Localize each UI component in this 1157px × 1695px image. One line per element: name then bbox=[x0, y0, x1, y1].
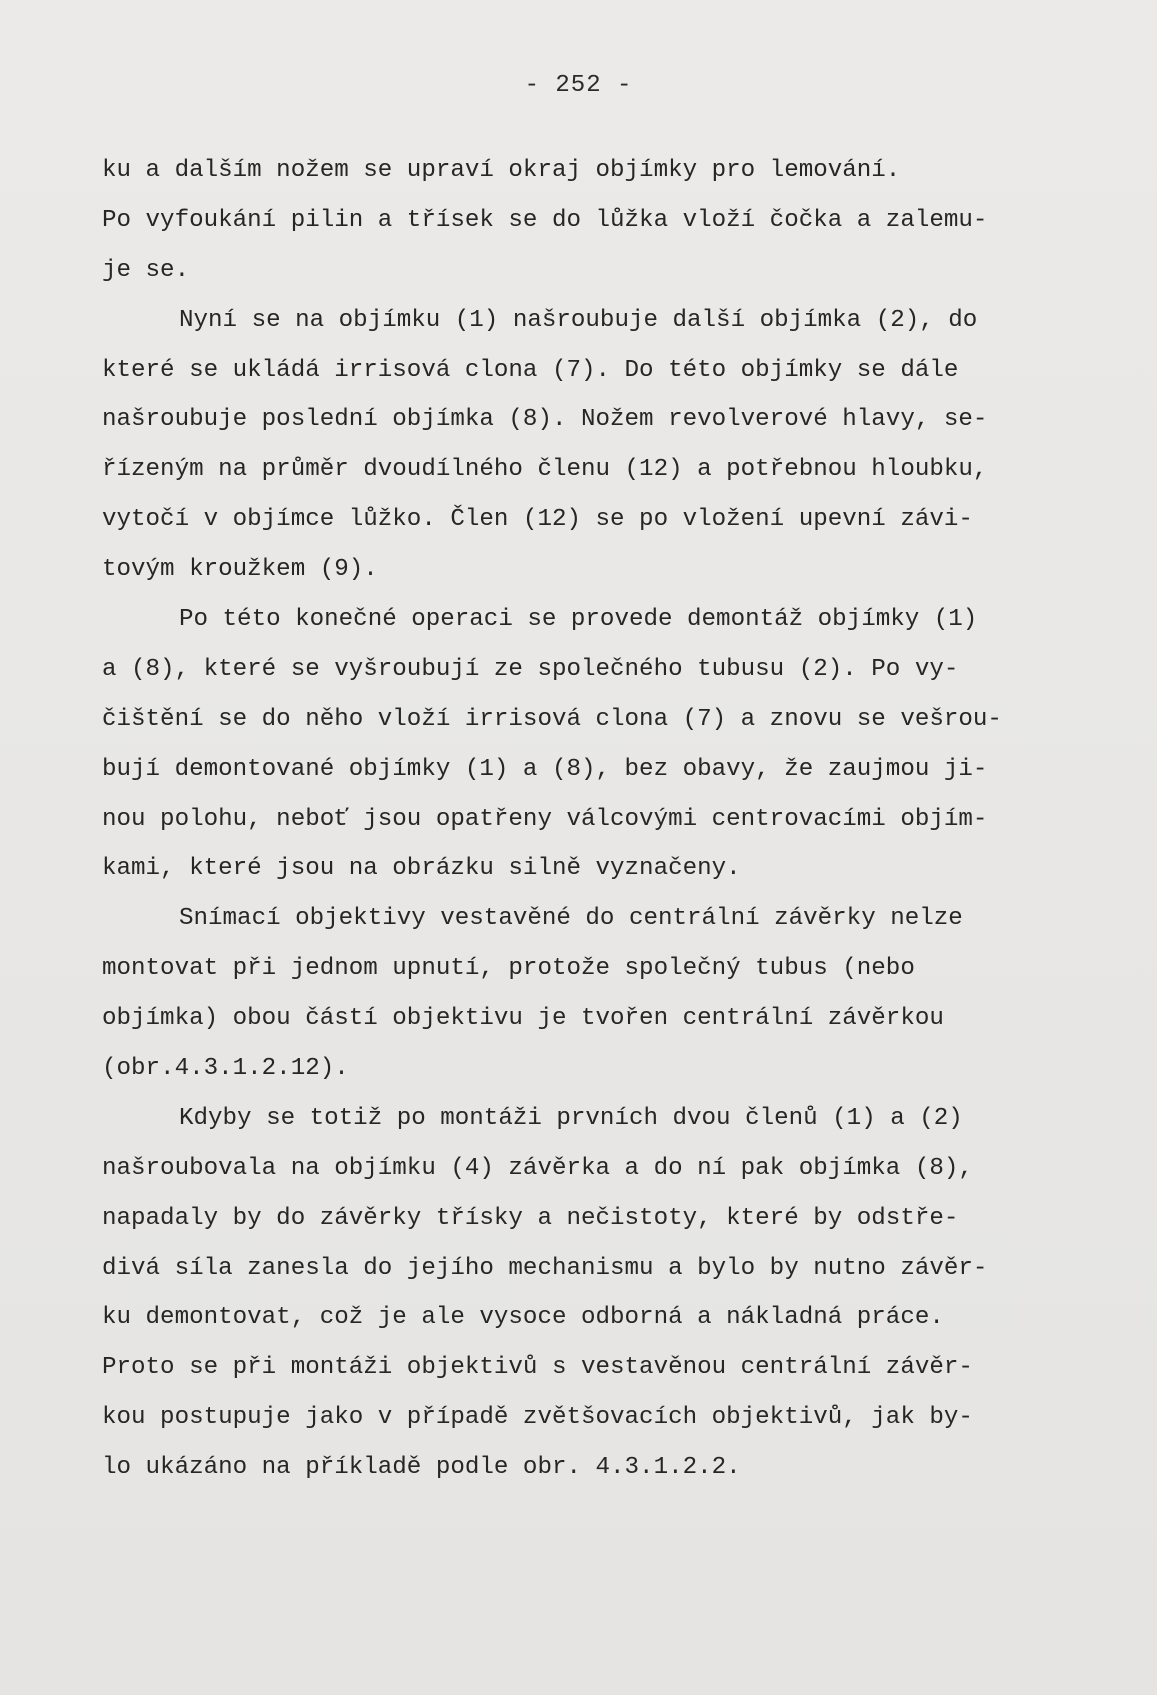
text-line: nou polohu, neboť jsou opatřeny válcovými centrovacími objím- bbox=[102, 805, 988, 833]
text-line: napadaly by do závěrky třísky a nečistoty, které by odstře- bbox=[102, 1204, 959, 1232]
text-line: objímka) obou částí objektivu je tvořen centrální závěrkou bbox=[102, 1005, 944, 1033]
text-line: tovým kroužkem (9). bbox=[102, 556, 378, 584]
text-line: divá síla zanesla do jejího mechanismu a bylo by nutno závěr- bbox=[102, 1254, 988, 1282]
page-number: - 252 - bbox=[524, 72, 633, 99]
text-line: ku a dalším nožem se upraví okraj objímky pro lemování. bbox=[102, 157, 901, 184]
text-line: vytočí v objímce lůžko. Člen (12) se po vložení upevní závi- bbox=[102, 506, 973, 534]
text-line: Po této konečné operaci se provede demontáž objímky (1) bbox=[179, 606, 978, 634]
body-text bbox=[102, 146, 1062, 1493]
text-line: řízeným na průměr dvoudílného členu (12) a potřebnou hloubku, bbox=[102, 456, 988, 484]
text-line: Proto se při montáži objektivů s vestavěnou centrální závěr- bbox=[102, 1354, 973, 1382]
text-line: je se. bbox=[102, 256, 190, 284]
text-line: lo ukázáno na příkladě podle obr. 4.3.1.2.2. bbox=[102, 1454, 741, 1482]
text-line: našroubovala na objímku (4) závěrka a do ní pak objímka (8), bbox=[102, 1154, 973, 1182]
text-line: montovat při jednom upnutí, protože společný tubus (nebo bbox=[102, 955, 915, 983]
text-line: bují demontované objímky (1) a (8), bez obavy, že zaujmou ji- bbox=[102, 755, 988, 783]
text-line: (obr.4.3.1.2.12). bbox=[102, 1055, 349, 1083]
text-line: a (8), které se vyšroubují ze společného tubusu (2). Po vy- bbox=[102, 655, 959, 683]
text-line: kou postupuje jako v případě zvětšovacích objektivů, jak by- bbox=[102, 1404, 973, 1432]
text-line: Kdyby se totiž po montáži prvních dvou členů (1) a (2) bbox=[179, 1104, 963, 1132]
text-line: kami, které jsou na obrázku silně vyznačeny. bbox=[102, 855, 741, 883]
text-line: Nyní se na objímku (1) našroubuje další objímka (2), do bbox=[179, 306, 978, 334]
text-line: Po vyfoukání pilin a třísek se do lůžka vloží čočka a zalemu- bbox=[102, 206, 988, 234]
text-line: které se ukládá irrisová clona (7). Do této objímky se dále bbox=[102, 356, 959, 384]
text-line: Snímací objektivy vestavěné do centrální závěrky nelze bbox=[179, 905, 963, 933]
text-line: ku demontovat, což je ale vysoce odborná a nákladná práce. bbox=[102, 1304, 944, 1332]
text-line: čištění se do něho vloží irrisová clona (7) a znovu se vešrou- bbox=[102, 705, 1002, 733]
text-line: našroubuje poslední objímka (8). Nožem revolverové hlavy, se- bbox=[102, 406, 988, 434]
